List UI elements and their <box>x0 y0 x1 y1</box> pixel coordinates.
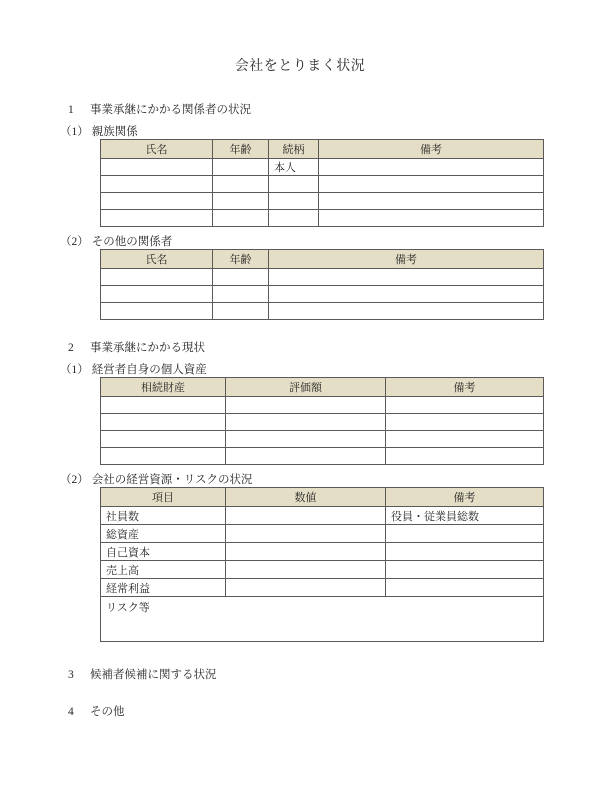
subsection-1-1-label: （1） <box>60 126 89 138</box>
table-cell <box>386 543 544 561</box>
table-cell <box>101 448 226 465</box>
table-cell: 本人 <box>269 159 319 176</box>
table-cell <box>101 193 213 210</box>
table-cell <box>269 193 319 210</box>
company-resources-table <box>100 487 544 642</box>
table-cell: 社員数 <box>101 507 226 525</box>
table-row-total-assets <box>101 525 544 543</box>
column-header-value: 数値 <box>226 488 386 507</box>
table-cell <box>101 431 226 448</box>
section-1-heading <box>0 103 600 117</box>
table-cell: 役員・従業員総数 <box>386 507 544 525</box>
table-row <box>101 286 544 303</box>
column-header-name: 氏名 <box>101 140 213 159</box>
table-row <box>101 193 544 210</box>
table-header-row <box>101 488 544 507</box>
section-4-title: その他 <box>90 706 125 718</box>
family-relations-table <box>100 139 544 227</box>
column-header-item: 項目 <box>101 488 226 507</box>
section-1-number: 1 <box>68 104 74 116</box>
table-cell <box>269 176 319 193</box>
subsection-2-1-title: 経営者自身の個人資産 <box>91 364 207 376</box>
subsection-1-2-label: （2） <box>60 236 89 248</box>
table-cell <box>226 414 386 431</box>
table-row <box>101 431 544 448</box>
column-header-remarks: 備考 <box>386 488 544 507</box>
table-cell <box>226 431 386 448</box>
table-row <box>101 448 544 465</box>
subsection-1-2-title: その他の関係者 <box>91 236 173 248</box>
table-header-row <box>101 250 544 269</box>
table-cell <box>101 269 213 286</box>
column-header-name: 氏名 <box>101 250 213 269</box>
table-cell <box>101 414 226 431</box>
table-cell: 自己資本 <box>101 543 226 561</box>
table-cell <box>319 159 544 176</box>
table-cell <box>226 561 386 579</box>
section-4-number: 4 <box>68 706 74 718</box>
table-row <box>101 397 544 414</box>
table-cell <box>226 525 386 543</box>
table-cell <box>101 210 213 227</box>
table-cell <box>386 525 544 543</box>
table-cell <box>101 159 213 176</box>
table-cell <box>226 397 386 414</box>
table-cell <box>386 579 544 597</box>
column-header-valuation: 評価額 <box>226 378 386 397</box>
column-header-age: 年齢 <box>213 140 269 159</box>
column-header-relationship: 続柄 <box>269 140 319 159</box>
table-header-row <box>101 378 544 397</box>
table-cell: 売上高 <box>101 561 226 579</box>
table-cell <box>226 507 386 525</box>
table-row <box>101 303 544 320</box>
personal-assets-table <box>100 377 544 465</box>
table-header-row <box>101 140 544 159</box>
table-cell <box>213 176 269 193</box>
column-header-age: 年齢 <box>213 250 269 269</box>
column-header-remarks: 備考 <box>319 140 544 159</box>
table-cell <box>213 159 269 176</box>
table-cell <box>213 269 269 286</box>
column-header-remarks: 備考 <box>269 250 544 269</box>
section-3-heading <box>0 668 600 682</box>
table-row-risks <box>101 597 544 642</box>
table-cell <box>386 431 544 448</box>
table-row-sales <box>101 561 544 579</box>
table-cell <box>101 397 226 414</box>
subsection-2-1-heading <box>0 363 600 377</box>
subsection-1-1-title: 親族関係 <box>91 126 138 138</box>
subsection-2-2-title: 会社の経営資源・リスクの状況 <box>91 474 253 486</box>
subsection-1-2-heading <box>0 235 600 249</box>
column-header-remarks: 備考 <box>386 378 544 397</box>
table-row <box>101 176 544 193</box>
section-3-number: 3 <box>68 669 74 681</box>
section-2-heading <box>0 341 600 355</box>
table-cell <box>269 303 544 320</box>
table-cell <box>213 286 269 303</box>
table-cell <box>213 193 269 210</box>
table-cell <box>386 397 544 414</box>
table-cell <box>319 193 544 210</box>
table-cell <box>226 579 386 597</box>
section-4-heading <box>0 705 600 719</box>
section-2-title: 事業承継にかかる現状 <box>90 342 205 354</box>
risk-cell: リスク等 <box>101 597 544 642</box>
other-relations-table <box>100 249 544 320</box>
table-cell <box>269 269 544 286</box>
table-row <box>101 210 544 227</box>
table-cell <box>226 543 386 561</box>
table-row <box>101 159 544 176</box>
table-cell: 経常利益 <box>101 579 226 597</box>
subsection-1-1-heading <box>0 125 600 139</box>
table-cell <box>319 210 544 227</box>
subsection-2-1-label: （1） <box>60 364 89 376</box>
table-cell <box>213 210 269 227</box>
section-1-title: 事業承継にかかる関係者の状況 <box>90 104 251 116</box>
subsection-2-2-label: （2） <box>60 474 89 486</box>
subsection-2-2-heading <box>0 473 600 487</box>
table-cell: 総資産 <box>101 525 226 543</box>
table-row-equity <box>101 543 544 561</box>
table-cell <box>319 176 544 193</box>
table-cell <box>101 176 213 193</box>
table-cell <box>269 286 544 303</box>
table-cell <box>386 561 544 579</box>
table-cell <box>101 286 213 303</box>
table-cell <box>386 448 544 465</box>
table-cell <box>101 303 213 320</box>
page-title: 会社をとりまく状況 <box>234 59 366 74</box>
table-cell <box>213 303 269 320</box>
table-cell <box>269 210 319 227</box>
section-3-title: 候補者候補に関する状況 <box>90 669 217 681</box>
column-header-inherited-assets: 相続財産 <box>101 378 226 397</box>
table-cell <box>386 414 544 431</box>
table-row <box>101 269 544 286</box>
table-cell <box>226 448 386 465</box>
section-2-number: 2 <box>68 342 74 354</box>
table-row-employees <box>101 507 544 525</box>
table-row <box>101 414 544 431</box>
table-row-ordinary-profit <box>101 579 544 597</box>
